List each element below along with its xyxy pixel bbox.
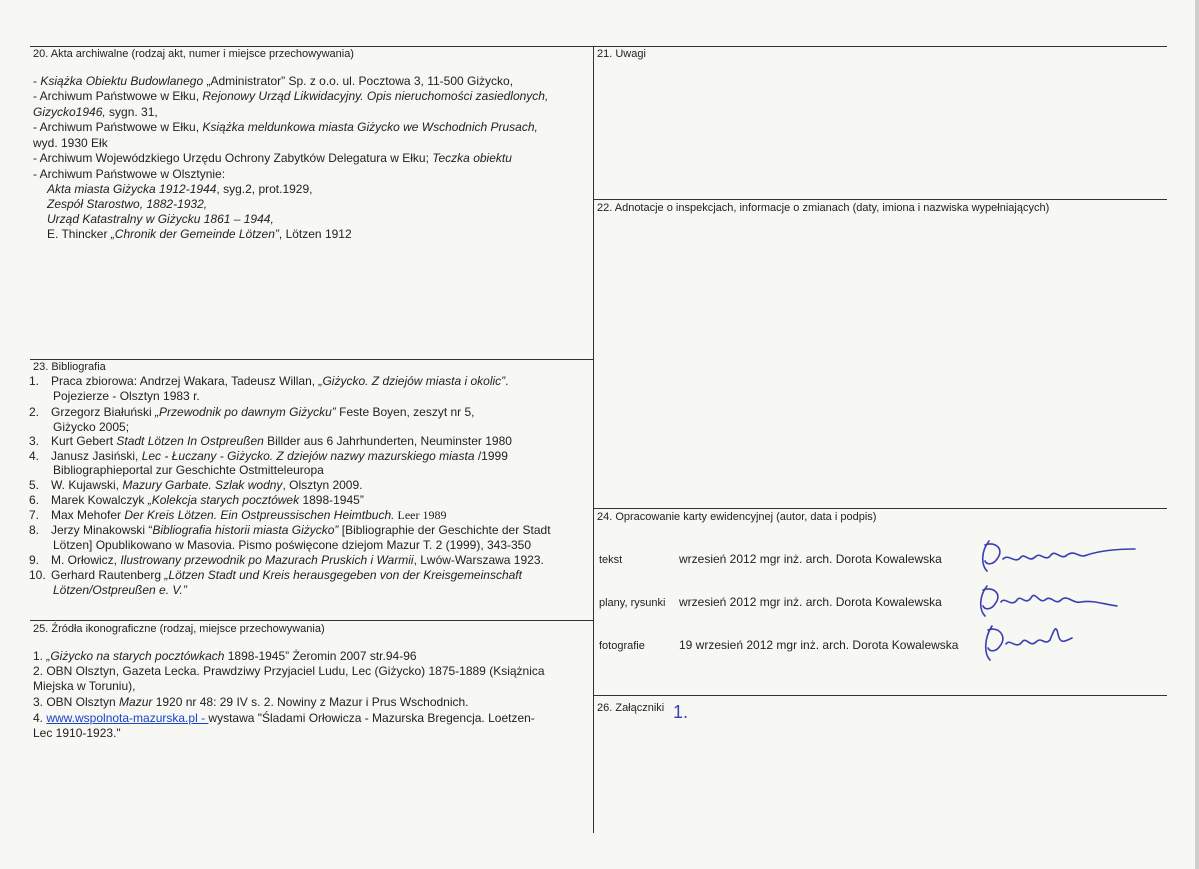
bib-line-5: 3. Kurt Gebert Stadt Lötzen In Ostpreußen Billder aus 6 Jahrhunderten, Neuminster 1980 xyxy=(29,434,512,448)
archive-line-2: - Archiwum Państwowe w Ełku, Rejonowy Urząd Likwidacyjny. Opis nieruchomości zasiedlonych, xyxy=(33,89,549,103)
bib-line-2: Pojezierze - Olsztyn 1983 r. xyxy=(53,389,200,403)
bib-line-12: Lötzen] Opublikowano w Masovia. Pismo poświęcone dziejom Mazur T. 2 (1999), 343-350 xyxy=(53,538,532,552)
author-row-value: 19 wrzesień 2012 mgr inż. arch. Dorota Kowalewska xyxy=(679,638,959,652)
section-23-header: 23. Bibliografia xyxy=(33,361,106,373)
bib-line-3: 2. Grzegorz Białuński „Przewodnik po dawnym Giżycku” Feste Boyen, zeszyt nr 5, xyxy=(29,405,475,419)
bib-line-4: Giżycko 2005; xyxy=(53,420,130,434)
wspolnota-link[interactable]: www.wspolnota-mazurska.pl - xyxy=(46,711,209,725)
author-row-value: wrzesień 2012 mgr inż. arch. Dorota Kowalewska xyxy=(679,595,942,609)
archive-line-7: - Archiwum Państwowe w Olsztynie: xyxy=(33,167,226,181)
author-row-text xyxy=(599,552,942,566)
center-divider xyxy=(593,46,594,833)
archive-line-1: - Książka Obiektu Budowlanego „Administrator” Sp. z o.o. ul. Pocztowa 3, 11-500 Giżycko, xyxy=(33,74,514,88)
signature-1 xyxy=(975,535,1145,577)
bib-line-1: 1. Praca zbiorowa: Andrzej Wakara, Tadeusz Willan, „Giżycko. Z dziejów miasta i okolic”. xyxy=(29,374,509,388)
icon-source-line-3: Miejska w Toruniu), xyxy=(33,679,136,693)
bib-line-11: 8. Jerzy Minakowski “Bibliografia historii miasta Giżycko” [Bibliographie der Geschichte der Stadt xyxy=(29,523,551,537)
bib-line-7: Bibliographieportal zur Geschichte Ostmitteleuropa xyxy=(53,463,324,477)
icon-source-line-1: 1. „Giżycko na starych pocztówkach 1898-1945” Żeromin 2007 str.94-96 xyxy=(33,649,417,663)
archive-line-11: E. Thincker „Chronik der Gemeinde Lötzen”, Lötzen 1912 xyxy=(47,227,352,241)
rule-23 xyxy=(30,359,593,360)
signature-2 xyxy=(975,580,1125,622)
section-20-header: 20. Akta archiwalne (rodzaj akt, numer i miejsce przechowywania) xyxy=(33,48,354,60)
bib-line-8: 5. W. Kujawski, Mazury Garbate. Szlak wodny, Olsztyn 2009. xyxy=(29,478,363,492)
rule-22 xyxy=(593,199,1167,200)
archive-line-10: Urząd Katastralny w Giżycku 1861 – 1944, xyxy=(47,212,274,226)
bib-line-6: 4. Janusz Jasiński, Lec - Łuczany - Giżycko. Z dziejów nazwy mazurskiego miasta /1999 xyxy=(29,449,508,463)
archive-line-6: - Archiwum Wojewódzkiego Urzędu Ochrony Zabytków Delegatura w Ełku; Teczka obiektu xyxy=(33,151,512,165)
section-26-header: 26. Załączniki xyxy=(597,702,665,714)
section-25-header: 25. Źródła ikonograficzne (rodzaj, miejsce przechowywania) xyxy=(33,623,325,635)
signature-3 xyxy=(982,620,1082,666)
rule-24 xyxy=(593,508,1167,509)
bib-line-14: 10. Gerhard Rautenberg „Lötzen Stadt und Kreis herausgegeben von der Kreisgemeinschaft xyxy=(29,568,522,582)
archive-line-3: Gizycko1946, sygn. 31, xyxy=(33,105,158,119)
bib-line-13: 9. M. Orłowicz, Ilustrowany przewodnik po Mazurach Pruskich i Warmii, Lwów-Warszawa 1923. xyxy=(29,553,544,567)
section-22-header: 22. Adnotacje o inspekcjach, informacje o zmianach (daty, imiona i nazwiska wypełniających) xyxy=(597,202,1050,214)
author-row-label: plany, rysunki xyxy=(599,597,666,609)
author-row-photos xyxy=(599,638,958,652)
icon-source-line-2: 2. OBN Olsztyn, Gazeta Lecka. Prawdziwy Przyjaciel Ludu, Lec (Giżycko) 1875-1889 (Książnica xyxy=(33,664,545,678)
icon-source-line-5: 4. www.wspolnota-mazurska.pl - wystawa "Śladami Orłowicza - Mazurska Bregencja. Loetzen- xyxy=(33,711,535,725)
archive-line-8: Akta miasta Giżycka 1912-1944, syg.2, prot.1929, xyxy=(47,182,313,196)
archive-line-5: wyd. 1930 Ełk xyxy=(33,136,108,150)
bib-line-9: 6. Marek Kowalczyk „Kolekcja starych pocztówek 1898-1945” xyxy=(29,493,364,507)
section-21-header: 21. Uwagi xyxy=(597,48,646,60)
rule-25 xyxy=(30,620,593,621)
rule-26 xyxy=(593,695,1167,696)
bib-line-10: 7. Max Mehofer Der Kreis Lötzen. Ein Ostpreussischen Heimtbuch. Leer 1989 xyxy=(29,508,447,522)
author-row-plans xyxy=(599,595,942,609)
scan-edge xyxy=(1195,0,1199,869)
author-row-label: fotografie xyxy=(599,640,645,652)
attachments-value: 1. xyxy=(673,702,689,722)
icon-source-line-4: 3. OBN Olsztyn Mazur 1920 nr 48: 29 IV s. 2. Nowiny z Mazur i Prus Wschodnich. xyxy=(33,695,469,709)
archive-line-4: - Archiwum Państwowe w Ełku, Książka meldunkowa miasta Giżycko we Wschodnich Prusach, xyxy=(33,120,538,134)
archive-line-9: Zespół Starostwo, 1882-1932, xyxy=(47,197,208,211)
section-24-header: 24. Opracowanie karty ewidencyjnej (autor, data i podpis) xyxy=(597,511,877,523)
author-row-value: wrzesień 2012 mgr inż. arch. Dorota Kowalewska xyxy=(679,552,942,566)
top-rule xyxy=(30,46,1167,47)
author-row-label: tekst xyxy=(599,554,623,566)
bib-line-15: Lötzen/Ostpreußen e. V.” xyxy=(53,583,187,597)
icon-source-line-6: Lec 1910-1923." xyxy=(33,726,121,740)
